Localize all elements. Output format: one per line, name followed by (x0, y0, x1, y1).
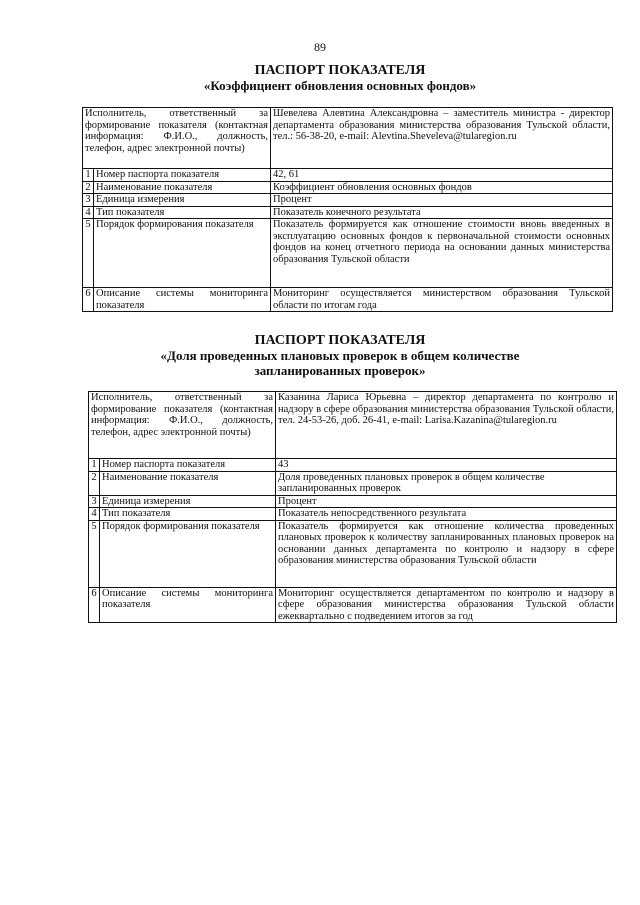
row-number: 3 (83, 194, 94, 207)
row-label: Наименование показателя (100, 471, 276, 495)
table-row (83, 181, 613, 194)
table-row (89, 587, 617, 623)
row-number: 6 (89, 587, 100, 623)
passport2-title: ПАСПОРТ ПОКАЗАТЕЛЯ (254, 333, 426, 348)
row-value: Мониторинг осуществляется департаментом по контролю и надзору в сфере образования министерства образования Тульской области ежеквартально с подведением итогов за год (276, 587, 617, 623)
table-row (83, 169, 613, 182)
table-row (83, 219, 613, 288)
row-number: 1 (83, 169, 94, 182)
executor-value: Шевелева Алевтина Александровна – заместитель министра - директор департамента образования министерства образования Тульской области, тел.: 56-38-20, e-mail: Alevtina.Sheveleva@tularegion.ru (271, 108, 613, 169)
row-label: Описание системы мониторинга показателя (94, 288, 271, 312)
row-number: 6 (83, 288, 94, 312)
passport1-title: ПАСПОРТ ПОКАЗАТЕЛЯ (254, 63, 426, 78)
table-row (89, 471, 617, 495)
row-value: Показатель конечного результата (271, 206, 613, 219)
row-value: Показатель непосредственного результата (276, 508, 617, 521)
row-number: 2 (83, 181, 94, 194)
table-row (89, 508, 617, 521)
row-label: Описание системы мониторинга показателя (100, 587, 276, 623)
executor-value: Казанина Лариса Юрьевна – директор департамента по контролю и надзору в сфере образования министерства образования Тульской области, тел. 24-53-26, доб. 26-41, e-mail: Larisa.Kazanina@tularegion.ru (276, 392, 617, 459)
row-label: Единица измерения (94, 194, 271, 207)
passport2-heading (60, 333, 620, 378)
row-value: Процент (276, 495, 617, 508)
executor-label: Исполнитель, ответственный за формирование показателя (контактная информация: Ф.И.О., должность, телефон, адрес электронной почты) (83, 108, 271, 169)
table-row (89, 392, 617, 459)
passport2-table (88, 391, 617, 623)
row-value: 43 (276, 459, 617, 472)
page-number: 89 (314, 40, 326, 54)
table-row (83, 206, 613, 219)
passport2-subtitle-line1: «Доля проведенных плановых проверок в общем количестве (160, 348, 520, 363)
row-label: Номер паспорта показателя (100, 459, 276, 472)
row-number: 1 (89, 459, 100, 472)
row-label: Порядок формирования показателя (100, 520, 276, 587)
table-row (89, 459, 617, 472)
row-number: 4 (83, 206, 94, 219)
row-number: 5 (83, 219, 94, 288)
row-label: Единица измерения (100, 495, 276, 508)
table-row (83, 288, 613, 312)
row-label: Порядок формирования показателя (94, 219, 271, 288)
row-label: Номер паспорта показателя (94, 169, 271, 182)
row-value: Процент (271, 194, 613, 207)
row-number: 2 (89, 471, 100, 495)
row-label: Тип показателя (100, 508, 276, 521)
passport1-subtitle: «Коэффициент обновления основных фондов» (203, 78, 477, 93)
row-value: Коэффициент обновления основных фондов (271, 181, 613, 194)
executor-label: Исполнитель, ответственный за формирование показателя (контактная информация: Ф.И.О., должность, телефон, адрес электронной почты) (89, 392, 276, 459)
row-number: 3 (89, 495, 100, 508)
row-value: 42, 61 (271, 169, 613, 182)
passport1-table (82, 107, 613, 312)
table-row (83, 194, 613, 207)
table-row (83, 108, 613, 169)
row-label: Наименование показателя (94, 181, 271, 194)
row-number: 4 (89, 508, 100, 521)
row-value: Доля проведенных плановых проверок в общем количестве запланированных проверок (276, 471, 617, 495)
row-number: 5 (89, 520, 100, 587)
passport1-heading (60, 63, 620, 93)
table-row (89, 495, 617, 508)
table-row (89, 520, 617, 587)
passport2-subtitle-line2: запланированных проверок» (254, 363, 426, 378)
row-label: Тип показателя (94, 206, 271, 219)
row-value: Мониторинг осуществляется министерством образования Тульской области по итогам года (271, 288, 613, 312)
row-value: Показатель формируется как отношение количества проведенных плановых проверок к количеству запланированных плановых проверок на основании данных департамента по контролю и надзору в сфере образования министерства образования Тульской области (276, 520, 617, 587)
row-value: Показатель формируется как отношение стоимости вновь введенных в эксплуатацию основных фондов к первоначальной стоимости основных фондов на конец отчетного периода на основании данных министерства образования Тульской области (271, 219, 613, 288)
